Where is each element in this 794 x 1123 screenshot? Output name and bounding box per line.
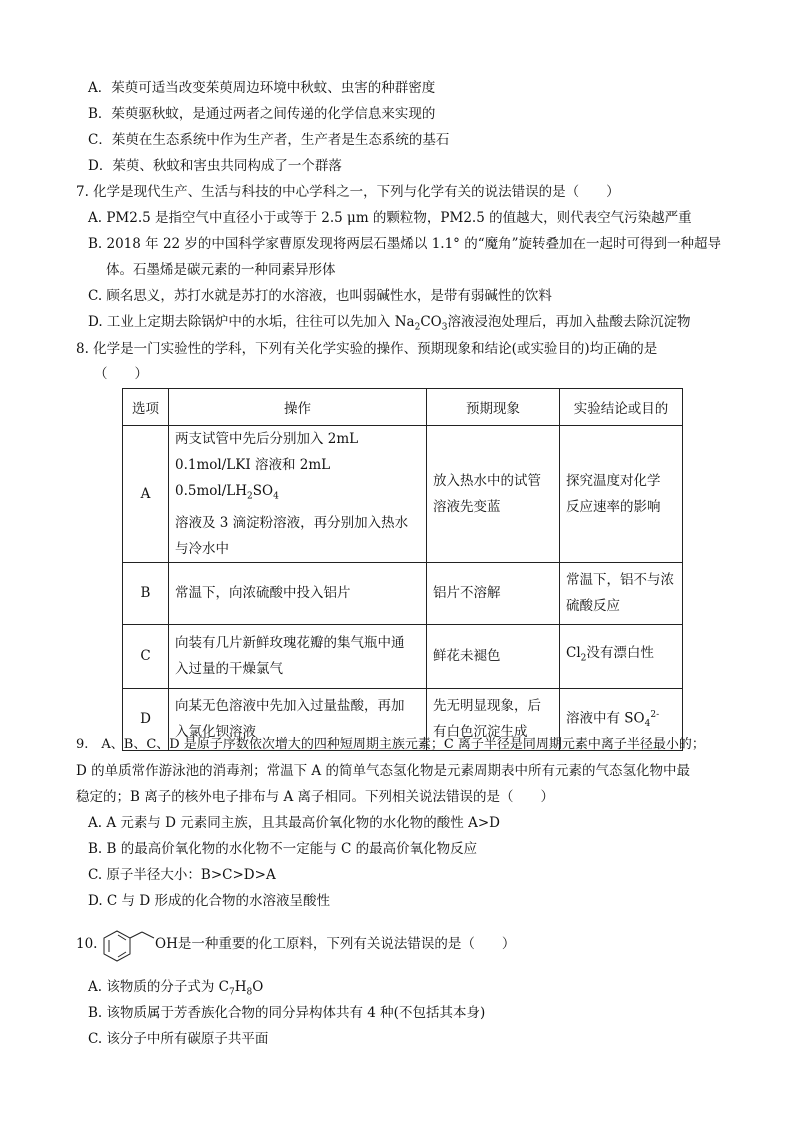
row-conclusion: $Cl_2$没有漂白性 — [560, 624, 683, 688]
q9-stem-line1: 9. A、B、C、D 是原子序数依次增大的四种短周期主族元素；C 离子半径是同周期元素中离子半径最小的； — [76, 737, 705, 752]
experiment-table — [122, 388, 683, 751]
q6-option-b: B．茱萸驱秋蚊，是通过两者之间传递的化学信息来实现的 — [88, 106, 436, 122]
q10-option-c: C. 该分子中所有碳原子共平面 — [88, 1031, 269, 1047]
row-phenomenon: 铝片不溶解 — [427, 562, 560, 624]
row-operation: 常温下，向浓硫酸中投入铝片 — [169, 562, 427, 624]
row-operation: 向装有几片新鲜玫瑰花瓣的集气瓶中通 入过量的干燥氯气 — [169, 624, 427, 688]
header-operation: 操作 — [169, 389, 427, 426]
header-option: 选项 — [123, 389, 169, 426]
row-conclusion: 常温下，铝不与浓 硫酸反应 — [560, 562, 683, 624]
q10-stem: OH是一种重要的化工原料，下列有关说法错误的是（ ） — [155, 936, 516, 952]
row-option: C — [123, 624, 169, 688]
row-operation: 向某无色溶液中先加入过量盐酸，再加 入氯化钡溶液 — [169, 688, 427, 750]
q9-option-d: D. C 与 D 形成的化合物的水溶液呈酸性 — [88, 893, 330, 909]
q9-option-a: A. A 元素与 D 元素同主族，且其最高价氧化物的水化物的酸性 A>D — [88, 815, 500, 831]
q10-option-a: A. 该物质的分子式为 $C_7H_8O$ — [88, 979, 264, 998]
header-phenomenon: 预期现象 — [427, 389, 560, 426]
row-conclusion: 探究温度对化学 反应速率的影响 — [560, 426, 683, 563]
table-row — [123, 562, 683, 624]
q9-option-c: C. 原子半径大小：B>C>D>A — [88, 867, 276, 883]
q6-option-d: D．茱萸、秋蚊和害虫共同构成了一个群落 — [88, 158, 342, 174]
q8-stem-bracket: （ ） — [94, 366, 148, 382]
row-option: D — [123, 688, 169, 750]
q10-number: 10. — [76, 936, 98, 952]
row-phenomenon: 放入热水中的试管 溶液先变蓝 — [427, 426, 560, 563]
q7-stem: 7. 化学是现代生产、生活与科技的中心学科之一，下列与化学有关的说法错误的是（ ） — [76, 184, 620, 200]
q8-stem: 8. 化学是一门实验性的学科，下列有关化学实验的操作、预期现象和结论(或实验目的)均正确的是 — [76, 341, 658, 357]
row-conclusion: 溶液中有 $SO_4^{2-}$ — [560, 688, 683, 750]
row-option: B — [123, 562, 169, 624]
header-conclusion: 实验结论或目的 — [560, 389, 683, 426]
table-row — [123, 426, 683, 563]
q7-option-b: B. 2018 年 22 岁的中国科学家曹原发现将两层石墨烯以 1.1° 的“魔角”旋转叠加在一起时可得到一种超导 — [88, 236, 722, 252]
q6-option-a: A．茱萸可适当改变茱萸周边环境中秋蚊、虫害的种群密度 — [88, 80, 436, 96]
row-phenomenon: 先无明显现象，后 有白色沉淀生成 — [427, 688, 560, 750]
q9-stem-line3: 稳定的；B 离子的核外电子排布与 A 离子相同。下列相关说法错误的是（ ） — [76, 789, 555, 805]
q7-option-c: C. 顾名思义，苏打水就是苏打的水溶液，也叫弱碱性水，是带有弱碱性的饮料 — [88, 288, 552, 304]
q7-option-a: A. PM2.5 是指空气中直径小于或等于 2.5 μm 的颗粒物，PM2.5 的值越大，则代表空气污染越严重 — [88, 210, 692, 226]
q9-option-b: B. B 的最高价氧化物的水化物不一定能与 C 的最高价氧化物反应 — [88, 841, 478, 857]
row-option: A — [123, 426, 169, 563]
row-phenomenon: 鲜花未褪色 — [427, 624, 560, 688]
benzyl-ring-structure — [100, 928, 158, 970]
table-header-row — [123, 389, 683, 426]
q7-option-b-cont: 体。石墨烯是碳元素的一种同素异形体 — [106, 262, 336, 278]
table-row — [123, 624, 683, 688]
q10-option-b: B. 该物质属于芳香族化合物的同分异构体共有 4 种(不包括其本身) — [88, 1005, 486, 1021]
row-operation: 两支试管中先后分别加入 2mL 0.1mol/LKI 溶液和 2mL $0.5mol/LH_2SO_4$ 溶液及 3 滴淀粉溶液，再分别加入热水 与冷水中 — [169, 426, 427, 563]
q6-option-c: C．茱萸在生态系统中作为生产者，生产者是生态系统的基石 — [88, 132, 450, 148]
q7-option-d: D. 工业上定期去除锅炉中的水垢，往往可以先加入 $Na_2CO_3$溶液浸泡处理后，再加入盐酸去除沉淀物 — [88, 314, 691, 333]
q9-stem-line2: D 的单质常作游泳池的消毒剂；常温下 A 的简单气态氢化物是元素周期表中所有元素的气态氢化物中最 — [76, 763, 690, 779]
